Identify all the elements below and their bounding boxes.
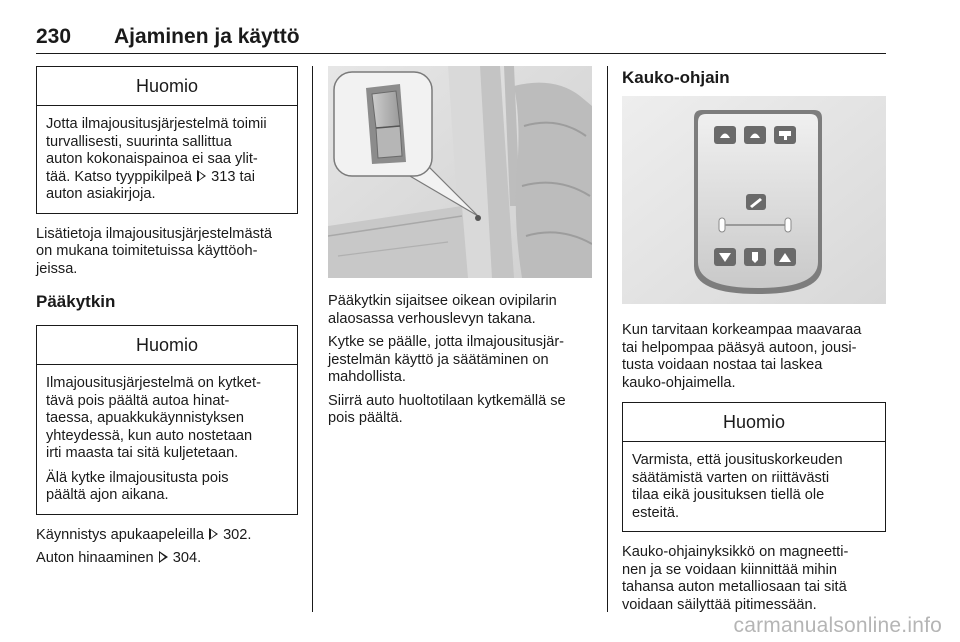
note-box xyxy=(36,325,298,515)
main-switch-illustration xyxy=(328,66,592,278)
paragraph: Kauko-ohjainyksikkö on magneetti- nen ja se voidaan kiinnittää mihin tahansa auton metalliosaan tai sitä voidaan säilyttää pitimessään. xyxy=(622,544,849,613)
column-3 xyxy=(622,66,886,614)
paragraph: Kytke se päälle, jotta ilmajousitusjär- jestelmän käyttö ja säätäminen on mahdollista. xyxy=(328,334,565,385)
chapter-title: Ajaminen ja käyttö xyxy=(114,25,300,48)
note-body xyxy=(623,442,885,531)
column-divider-1 xyxy=(312,66,313,612)
note-box xyxy=(622,402,886,532)
remote-control-illustration xyxy=(622,96,886,304)
section-heading: Kauko-ohjain xyxy=(622,68,730,87)
cross-reference[interactable]: Auton hinaaminen 304. xyxy=(36,550,202,566)
column-2 xyxy=(328,66,594,428)
paragraph: Pääkytkin sijaitsee oikean ovipilarin alaosassa verhouslevyn takana. xyxy=(328,293,557,327)
note-title: Huomio xyxy=(37,326,297,365)
note-text: Ilmajousitusjärjestelmä on kytket- tävä pois päältä autoa hinat- taessa, apuakkukäynnistyksen yhteydessä, kun auto nostetaan irti maasta tai sitä kuljetetaan. xyxy=(46,375,261,461)
paragraph: Lisätietoja ilmajousitusjärjestelmästä on mukana toimitetuissa käyttöoh- jeissa. xyxy=(36,225,273,277)
page-reference-icon xyxy=(197,170,206,182)
page-reference-icon xyxy=(159,551,168,563)
note-body xyxy=(37,365,297,514)
watermark: carmanualsonline.info xyxy=(733,614,942,637)
paragraph: Kun tarvitaan korkeampaa maavaraa tai helpompaa pääsyä autoon, jousi- tusta voidaan nostaa tai laskea kauko-ohjaimella. xyxy=(622,322,862,391)
page-header xyxy=(36,24,886,54)
column-divider-2 xyxy=(607,66,608,612)
note-text: Jotta ilmajousitusjärjestelmä toimii turvallisesti, suurinta sallittua auton kokonaispainoa ei saa ylit- tää. Katso tyyppikilpeä 313 tai auton asiakirjoja. xyxy=(46,116,267,202)
paragraph: Siirrä auto huoltotilaan kytkemällä se pois päältä. xyxy=(328,392,566,426)
page-number: 230 xyxy=(36,25,72,48)
note-title: Huomio xyxy=(623,403,885,442)
cross-reference[interactable]: Käynnistys apukaapeleilla 302. xyxy=(36,526,252,543)
note-text: Varmista, että jousituskorkeuden säätämistä varten on riittävästi tilaa eikä jousituksen tiellä ole esteitä. xyxy=(632,452,843,521)
section-heading: Pääkytkin xyxy=(36,292,116,311)
note-title: Huomio xyxy=(37,67,297,106)
note-text: Älä kytke ilmajousitusta pois päältä ajon aikana. xyxy=(46,469,229,503)
page-reference-icon xyxy=(209,528,218,540)
note-box xyxy=(36,66,298,214)
note-body xyxy=(37,106,297,213)
column-1 xyxy=(36,66,298,568)
page-reference-link[interactable]: 313 tai xyxy=(211,168,255,185)
